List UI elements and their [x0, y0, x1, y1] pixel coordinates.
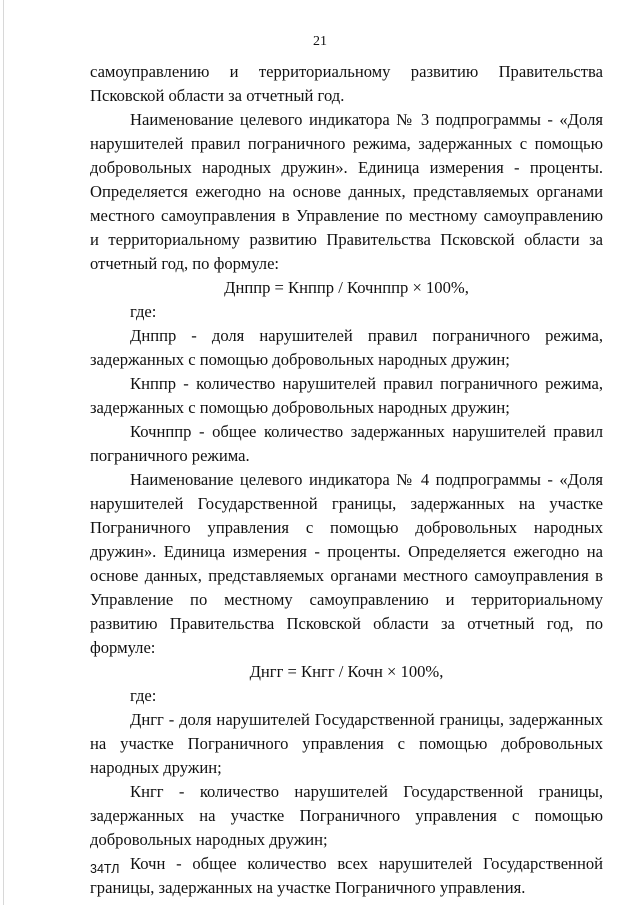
page-edge [3, 0, 4, 905]
definition-dngg: Днгг - доля нарушителей Государственной границы, задержанных на участке Пограничного управления с помощью добровольных народных дружин; [90, 710, 603, 777]
paragraph-indicator-3: Наименование целевого индикатора № 3 подпрограммы - «Доля нарушителей правил пограничного режима, задержанных с помощью добровольных народных дружин». Единица измерения - проценты. Определяется ежегодно на основе данных, представляемых органами местного самоуправления в Управление по местному самоуправлению и территориальному развитию Правительства Псковской области за отчетный год, по формуле: [90, 110, 603, 273]
definition-knppr: Кнппр - количество нарушителей правил пограничного режима, задержанных с помощью добровольных народных дружин; [90, 374, 603, 417]
definition-kochnppr: Кочнппр - общее количество задержанных нарушителей правил пограничного режима. [90, 422, 603, 465]
formula-dngg: Днгг = Кнгг / Кочн × 100%, [249, 662, 444, 681]
where-label: где: [130, 302, 157, 321]
paragraph-indicator-4: Наименование целевого индикатора № 4 подпрограммы - «Доля нарушителей Государственной границы, задержанных на участке Пограничного управления с помощью добровольных народных дружин». Единица измерения - проценты. Определяется ежегодно на основе данных, представляемых органами местного самоуправления в Управление по местному самоуправлению и территориальному развитию Правительства Псковской области за отчетный год, по формуле: [90, 470, 603, 657]
paragraph-continuation: самоуправлению и территориальному развитию Правительства Псковской области за отчетный год. [90, 62, 603, 105]
footer-code: 34ТЛ [90, 862, 120, 876]
page-number: 21 [313, 34, 327, 49]
formula-dnppr: Днппр = Кнппр / Кочнппр × 100%, [224, 278, 469, 297]
definition-kngg: Кнгг - количество нарушителей Государственной границы, задержанных на участке Пограничного управления с помощью добровольных народных дружин; [90, 782, 603, 849]
definition-kochn: Кочн - общее количество всех нарушителей Государственной границы, задержанных на участке Пограничного управления. [90, 854, 603, 897]
document-body [90, 60, 603, 900]
definition-dnppr: Днппр - доля нарушителей правил пограничного режима, задержанных с помощью добровольных народных дружин; [90, 326, 603, 369]
where-label: где: [130, 686, 157, 705]
